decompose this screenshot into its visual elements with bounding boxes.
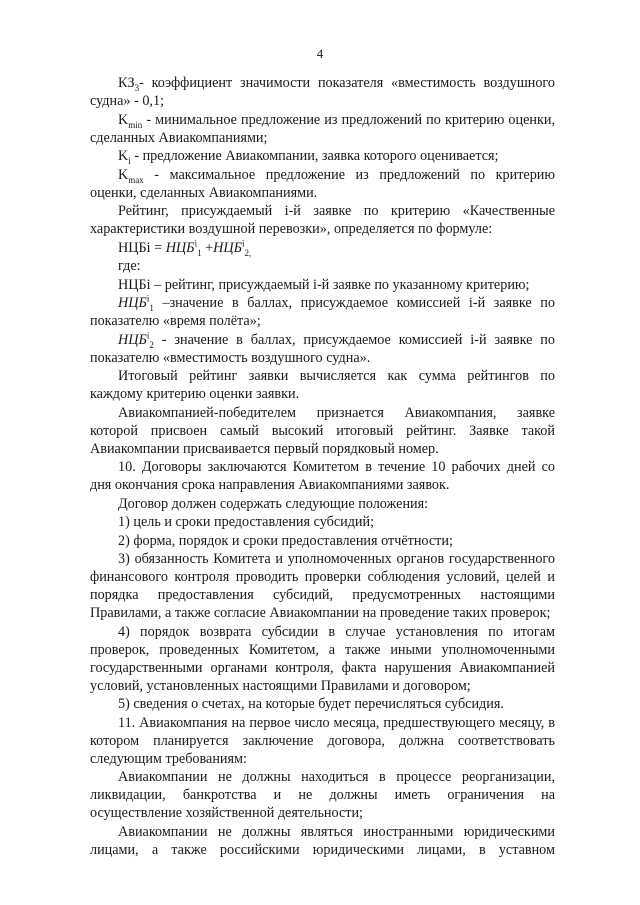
- text-run: 11. Авиакомпания на первое число месяца, предшествующего месяцу, в котором планируется заключение договора, должна соответствовать следующим требованиям:: [90, 714, 555, 767]
- text-run: +: [201, 239, 214, 256]
- paragraph-item1: [90, 513, 555, 531]
- text-run: - максимальное предложение из предложений по критерию оценки, сделанных Авиакомпаниями.: [90, 166, 555, 201]
- text-run: i: [146, 329, 150, 340]
- text-run: 3) обязанность Комитета и уполномоченных органов государственного финансового контроля проводить проверки соблюдения условий, целей и порядка предоставления субсидий, предусмотренных настоящими Правилами, а также согласие Авиакомпании на проведение таких проверок;: [90, 551, 555, 621]
- text-run: Авиакомпании не должны находиться в процессе реорганизации, ликвидации, банкротства и не должны иметь ограничения на осуществление хозяйственной деятельности;: [90, 769, 555, 821]
- text-run: 2: [149, 339, 154, 350]
- paragraph-contract-intro: [90, 495, 555, 513]
- text-run: НЦБ: [165, 239, 195, 256]
- paragraph-kmax: [90, 166, 555, 202]
- paragraph-item5: [90, 695, 555, 713]
- text-run: 1: [197, 247, 202, 258]
- text-run: - значение в баллах, присуждаемое комиссией i-й заявке по показателю «вместимость воздушного судна».: [90, 331, 555, 366]
- paragraph-where: [90, 257, 555, 275]
- paragraph-rating-intro: [90, 202, 555, 238]
- text-run: Договор должен содержать следующие положения:: [118, 495, 429, 512]
- text-run: i: [194, 237, 198, 248]
- paragraph-p10: [90, 458, 555, 494]
- paragraph-req1: [90, 768, 555, 822]
- paragraph-item3: [90, 550, 555, 622]
- text-run: 1: [149, 302, 154, 313]
- paragraph-req2: [90, 823, 555, 859]
- paragraph-ncbi-def: [90, 276, 555, 294]
- text-run: Авиакомпании не должны являться иностранными юридическими лицами, а также российскими юридическими лицами, в уставном: [90, 823, 555, 858]
- paragraph-winner: [90, 404, 555, 458]
- text-run: Авиакомпанией-победителем признается Авиакомпания, заявке которой присвоен самый высокий итоговый рейтинг. Заявке такой Авиакомпании присваивается первый порядковый номер.: [90, 404, 555, 457]
- paragraph-item4: [90, 623, 555, 695]
- text-run: НЦБi – рейтинг, присуждаемый i-й заявке по указанному критерию;: [118, 276, 530, 293]
- paragraph-ncb2-def: [90, 331, 555, 367]
- document-body: [90, 74, 555, 859]
- text-run: max: [128, 174, 144, 185]
- text-run: i: [146, 293, 150, 304]
- text-run: i: [128, 155, 131, 166]
- text-run: K: [118, 148, 129, 164]
- paragraph-total-rating: [90, 367, 555, 403]
- text-run: - предложение Авиакомпании, заявка которого оценивается;: [130, 148, 499, 164]
- text-run: 4) порядок возврата субсидии в случае установления по итогам проверок, проведенных Комитетом, а также иными уполномоченными государственными органами контроля, факта нарушения Авиакомпанией условий, установленных настоящими Правилами и договором;: [90, 623, 555, 694]
- paragraph-ncb1-def: [90, 294, 555, 330]
- text-run: НЦБ: [213, 239, 243, 256]
- text-run: K: [118, 111, 129, 128]
- paragraph-kmin: [90, 111, 555, 147]
- text-run: 1) цель и сроки предоставления субсидий;: [118, 514, 375, 530]
- paragraph-kz3: [90, 74, 555, 110]
- text-run: КЗ: [118, 75, 135, 91]
- text-run: –значение в баллах, присуждаемое комиссией i-й заявке по показателю «время полёта»;: [90, 295, 555, 329]
- text-run: 2) форма, порядок и сроки предоставления отчётности;: [118, 532, 453, 549]
- text-run: - минимальное предложение из предложений по критерию оценки, сделанных Авиакомпаниями;: [90, 111, 555, 146]
- text-run: 2,: [244, 247, 252, 258]
- text-run: НЦБ: [118, 331, 147, 348]
- text-run: Итоговый рейтинг заявки вычисляется как сумма рейтингов по каждому критерию оценки заявки.: [90, 368, 555, 402]
- text-run: НЦБ: [118, 295, 147, 311]
- text-run: i: [242, 237, 245, 248]
- text-run: K: [118, 166, 129, 183]
- text-run: 5) сведения о счетах, на которые будет перечисляться субсидия.: [118, 696, 504, 712]
- text-run: 3: [134, 82, 140, 93]
- paragraph-formula: [90, 239, 555, 257]
- paragraph-item2: [90, 532, 555, 550]
- text-run: - коэффициент значимости показателя «вместимость воздушного судна» - 0,1;: [90, 75, 555, 109]
- text-run: Рейтинг, присуждаемый i-й заявке по критерию «Качественные характеристики воздушной перевозки», определяется по формуле:: [90, 203, 555, 237]
- text-run: где:: [118, 258, 141, 274]
- text-run: min: [128, 119, 143, 130]
- paragraph-ki: [90, 147, 555, 165]
- paragraph-p11: [90, 714, 555, 768]
- page-number: 4: [316, 46, 324, 61]
- text-run: 10. Договоры заключаются Комитетом в течение 10 рабочих дней со дня окончания срока направления Авиакомпаниями заявок.: [90, 459, 555, 493]
- text-run: НЦБi =: [118, 239, 166, 256]
